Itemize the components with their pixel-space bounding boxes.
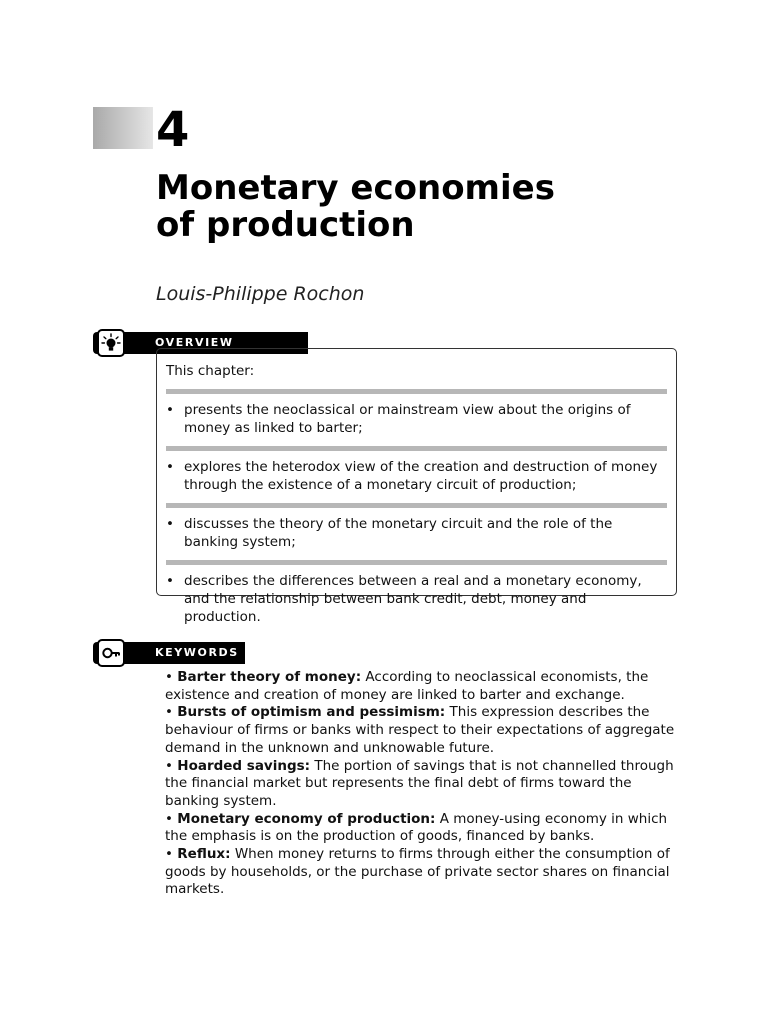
keyword-definition: According to neoclassical economists, the existence and creation of money are linked to barter and exchange. [165, 669, 649, 703]
overview-item-text: presents the neoclassical or mainstream view about the origins of money as linked to barter; [184, 402, 631, 436]
overview-item-text: describes the differences between a real and a monetary economy, and the relationship between bank credit, debt, money and production. [184, 573, 642, 625]
keywords-heading-label: KEYWORDS [93, 642, 245, 664]
overview-intro: This chapter: [166, 363, 255, 379]
overview-box [156, 348, 677, 625]
bullet: • [165, 846, 173, 863]
chapter-title [156, 170, 716, 244]
keyword-definition: The portion of savings that is not channelled through the financial market but represents the final debt of firms toward the banking system. [165, 757, 674, 809]
chapter-number-bar [93, 107, 153, 149]
keywords-list [165, 669, 675, 899]
bullet: • [165, 704, 173, 721]
bullet: • [166, 573, 174, 589]
keyword-term: Bursts of optimism and pessimism: [177, 704, 446, 721]
overview-item-text: explores the heterodox view of the creation and destruction of money through the existence of a monetary circuit of production; [184, 459, 658, 493]
keyword-term: Reflux: [177, 846, 231, 863]
keyword-term: Hoarded savings: [177, 757, 311, 774]
chapter-author: Louis-Philippe Rochon [156, 283, 365, 305]
lightbulb-icon [97, 329, 125, 357]
keyword-item [165, 846, 675, 899]
overview-list-item [166, 503, 667, 560]
bullet: • [165, 810, 173, 827]
keyword-term: Barter theory of money: [177, 669, 362, 685]
keyword-item [165, 704, 675, 757]
overview-item-text: discusses the theory of the monetary circuit and the role of the banking system; [184, 516, 613, 550]
chapter-title-line-2: of production [156, 205, 415, 245]
chapter-number: 4 [156, 102, 190, 158]
bullet: • [165, 669, 173, 685]
keyword-item [165, 811, 675, 846]
overview-heading-label: OVERVIEW [93, 332, 308, 354]
bullet: • [166, 459, 174, 475]
bullet: • [165, 757, 173, 774]
keyword-term: Monetary economy of production: [177, 810, 436, 827]
overview-list-item [166, 446, 667, 503]
bullet: • [166, 516, 174, 532]
keywords-heading [93, 642, 245, 664]
keyword-definition: A money-using economy in which the emphasis is on the production of goods, financed by banks. [165, 810, 668, 845]
overview-list-item [166, 560, 667, 635]
keyword-definition: This expression describes the behaviour of firms or banks with respect to their expectations of aggregate demand in the unknown and unknowable future. [165, 704, 675, 756]
overview-list-item [166, 389, 667, 446]
keyword-definition: When money returns to firms through either the consumption of goods by households, or the purchase of private sector shares on financial markets. [165, 846, 670, 898]
key-icon [97, 639, 125, 667]
chapter-title-line-1: Monetary economies [156, 168, 555, 208]
keyword-item [165, 758, 675, 811]
keyword-item [165, 669, 675, 704]
bullet: • [166, 402, 174, 418]
